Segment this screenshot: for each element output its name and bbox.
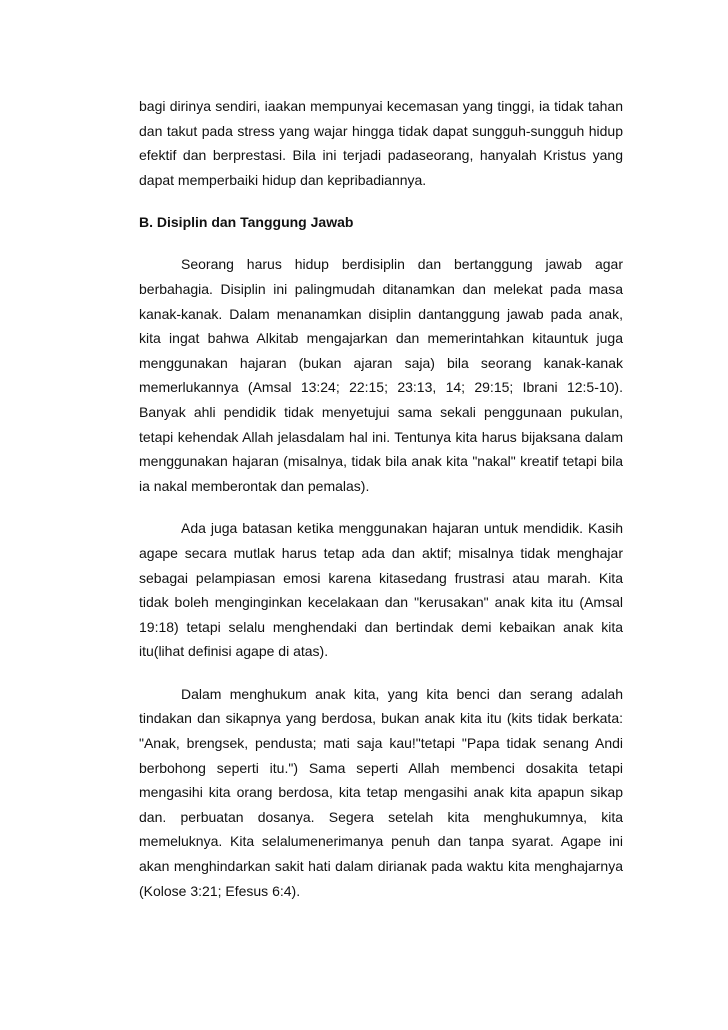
section-heading: B. Disiplin dan Tanggung Jawab [139, 214, 354, 231]
intro-paragraph: bagi dirinya sendiri, iaakan mempunyai kecemasan yang tinggi, ia tidak tahan dan takut pada stress yang wajar hingga tidak dapat sungguh-sungguh hidup efektif dan berprestasi. Bila ini terjadi padaseorang, hanyalah Kristus yang dapat memperbaiki hidup dan kepribadiannya. [139, 98, 623, 188]
spacer [139, 234, 623, 252]
spacer [139, 664, 623, 682]
body-paragraph: Ada juga batasan ketika menggunakan hajaran untuk mendidik. Kasih agape secara mutlak harus tetap ada dan aktif; misalnya tidak menghajar sebagai pelampiasan emosi karena kitasedang frustrasi atau marah. Kita tidak boleh menginginkan kecelakaan dan "kerusakan" anak kita itu (Amsal 19:18) tetapi selalu menghendaki dan bertindak demi kebaikan anak kita itu(lihat definisi agape di atas). [139, 520, 623, 660]
spacer [139, 498, 623, 516]
document-page [139, 94, 623, 903]
spacer [139, 192, 623, 210]
body-paragraph: Dalam menghukum anak kita, yang kita benci dan serang adalah tindakan dan sikapnya yang berdosa, bukan anak kita itu (kits tidak berkata: "Anak, brengsek, pendusta; mati saja kau!"tetapi "Papa tidak senang Andi berbohong seperti itu.") Sama seperti Allah membenci dosakita tetapi mengasihi kita orang berdosa, kita tetap mengasihi anak kita apapun sikap dan. perbuatan dosanya. Segera setelah kita menghukumnya, kita memeluknya. Kita selalumenerimanya penuh dan tanpa syarat. Agape ini akan menghindarkan sakit hati dalam dirianak pada waktu kita menghajarnya (Kolose 3:21; Efesus 6:4). [139, 685, 623, 899]
body-paragraph: Seorang harus hidup berdisiplin dan bertanggung jawab agar berbahagia. Disiplin ini palingmudah ditanamkan dan melekat pada masa kanak-kanak. Dalam menanamkan disiplin dantanggung jawab pada anak, kita ingat bahwa Alkitab mengajarkan dan memerintahkan kitauntuk juga menggunakan hajaran (bukan ajaran saja) bila seorang kanak-kanak memerlukannya (Amsal 13:24; 22:15; 23:13, 14; 29:15; Ibrani 12:5-10). Banyak ahli pendidik tidak menyetujui sama sekali penggunaan pukulan, tetapi kehendak Allah jelasdalam hal ini. Tentunya kita harus bijaksana dalam menggunakan hajaran (misalnya, tidak bila anak kita "nakal" kreatif tetapi bila ia nakal memberontak dan pemalas). [139, 256, 623, 494]
